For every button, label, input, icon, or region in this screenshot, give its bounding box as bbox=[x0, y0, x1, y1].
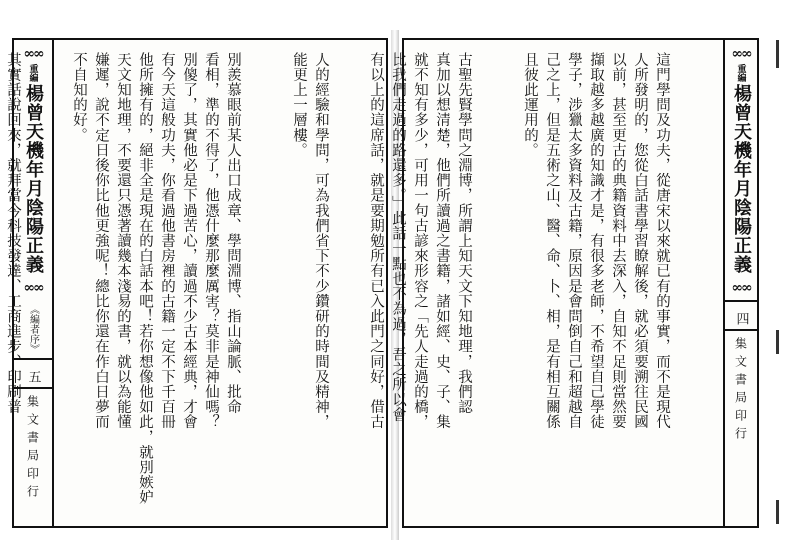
ornament-icon: ∞∞ bbox=[23, 46, 43, 62]
divider bbox=[725, 329, 757, 331]
series-label: 重編 bbox=[735, 64, 746, 82]
paragraph: 古聖先賢學問之淵博，所謂上知天文下知地理，我們認 真加以想清楚，他們所讀過之書籍，諸如經、史、子、集 就不知有多少，可用一句古諺來形容之「先人走過的橋， 比我們走過的路還多。」此話一點也不為過，吾之所以會 有以上的這席話，就是要期勉所有已入此門之同好，借古 bbox=[368, 52, 472, 430]
book-title: 楊曾天機年月陰陽正義 bbox=[23, 84, 44, 274]
section-subtitle: 《編者序》 bbox=[27, 304, 39, 354]
publisher-label: 集文書局印行 bbox=[25, 395, 40, 503]
publisher-label: 集文書局印行 bbox=[733, 337, 748, 445]
edge-mark bbox=[776, 500, 779, 524]
ornament-icon: ∞∞ bbox=[731, 280, 751, 296]
page-number: 四 bbox=[733, 312, 749, 325]
paragraph: 別羨慕眼前某人出口成章、學問淵博、指山論脈、批命 看相，準的不得了，他憑什麼那麼厲害？莫非是神仙嗎？ 別傻了，其實他必是下過苦心，讀過不少古本經典，才會 有今天這般功夫，你看過他書房裡的古籍一定不下千百冊 他所擁有的，絕非全是現在的白話本吧！若你想像他如此，就別嫉妒 天文知地理，不要還只憑著讀幾本淺易的書，就以為能懂 嫌遲，說不定日後你比他更強呢！總比你還在作白日夢而 不自知的好。 bbox=[71, 52, 241, 505]
series-label: 重編 bbox=[27, 64, 38, 82]
paragraph: 其實話說回來，就拜當今科技發達、工商進步、印刷普 bbox=[5, 52, 21, 415]
right-page bbox=[368, 38, 759, 528]
page-number: 五 bbox=[25, 370, 41, 383]
paragraph: 人的經驗和學問，可為我們省下不少鑽研的時間及精神， 能更上一層樓。 bbox=[291, 52, 329, 430]
edge-mark bbox=[776, 330, 779, 354]
ornament-icon: ∞∞ bbox=[731, 46, 751, 62]
divider bbox=[725, 300, 757, 302]
paragraph: 這門學問及功夫，從唐宋以來就已有的事實，而不是現代 人所發明的，您從白話書學習瞭解後，就必須要溯往民國 以前，甚至更古的典籍資料中去深入，自知不足則當然要 擷取越多越廣的知識才是，有很多老師，不希望自己學徒 學子，涉獵太多資料及古籍，原因是會問倒自己和超越自 己之上，但是五術之山、醫、命、卜、相，是有相互關係 且彼此運用的。 bbox=[522, 52, 670, 430]
ornament-icon: ∞∞ bbox=[23, 280, 43, 296]
right-body-text bbox=[368, 52, 717, 514]
book-title: 楊曾天機年月陰陽正義 bbox=[731, 84, 752, 274]
right-title-column bbox=[723, 40, 757, 526]
edge-mark bbox=[776, 40, 779, 68]
